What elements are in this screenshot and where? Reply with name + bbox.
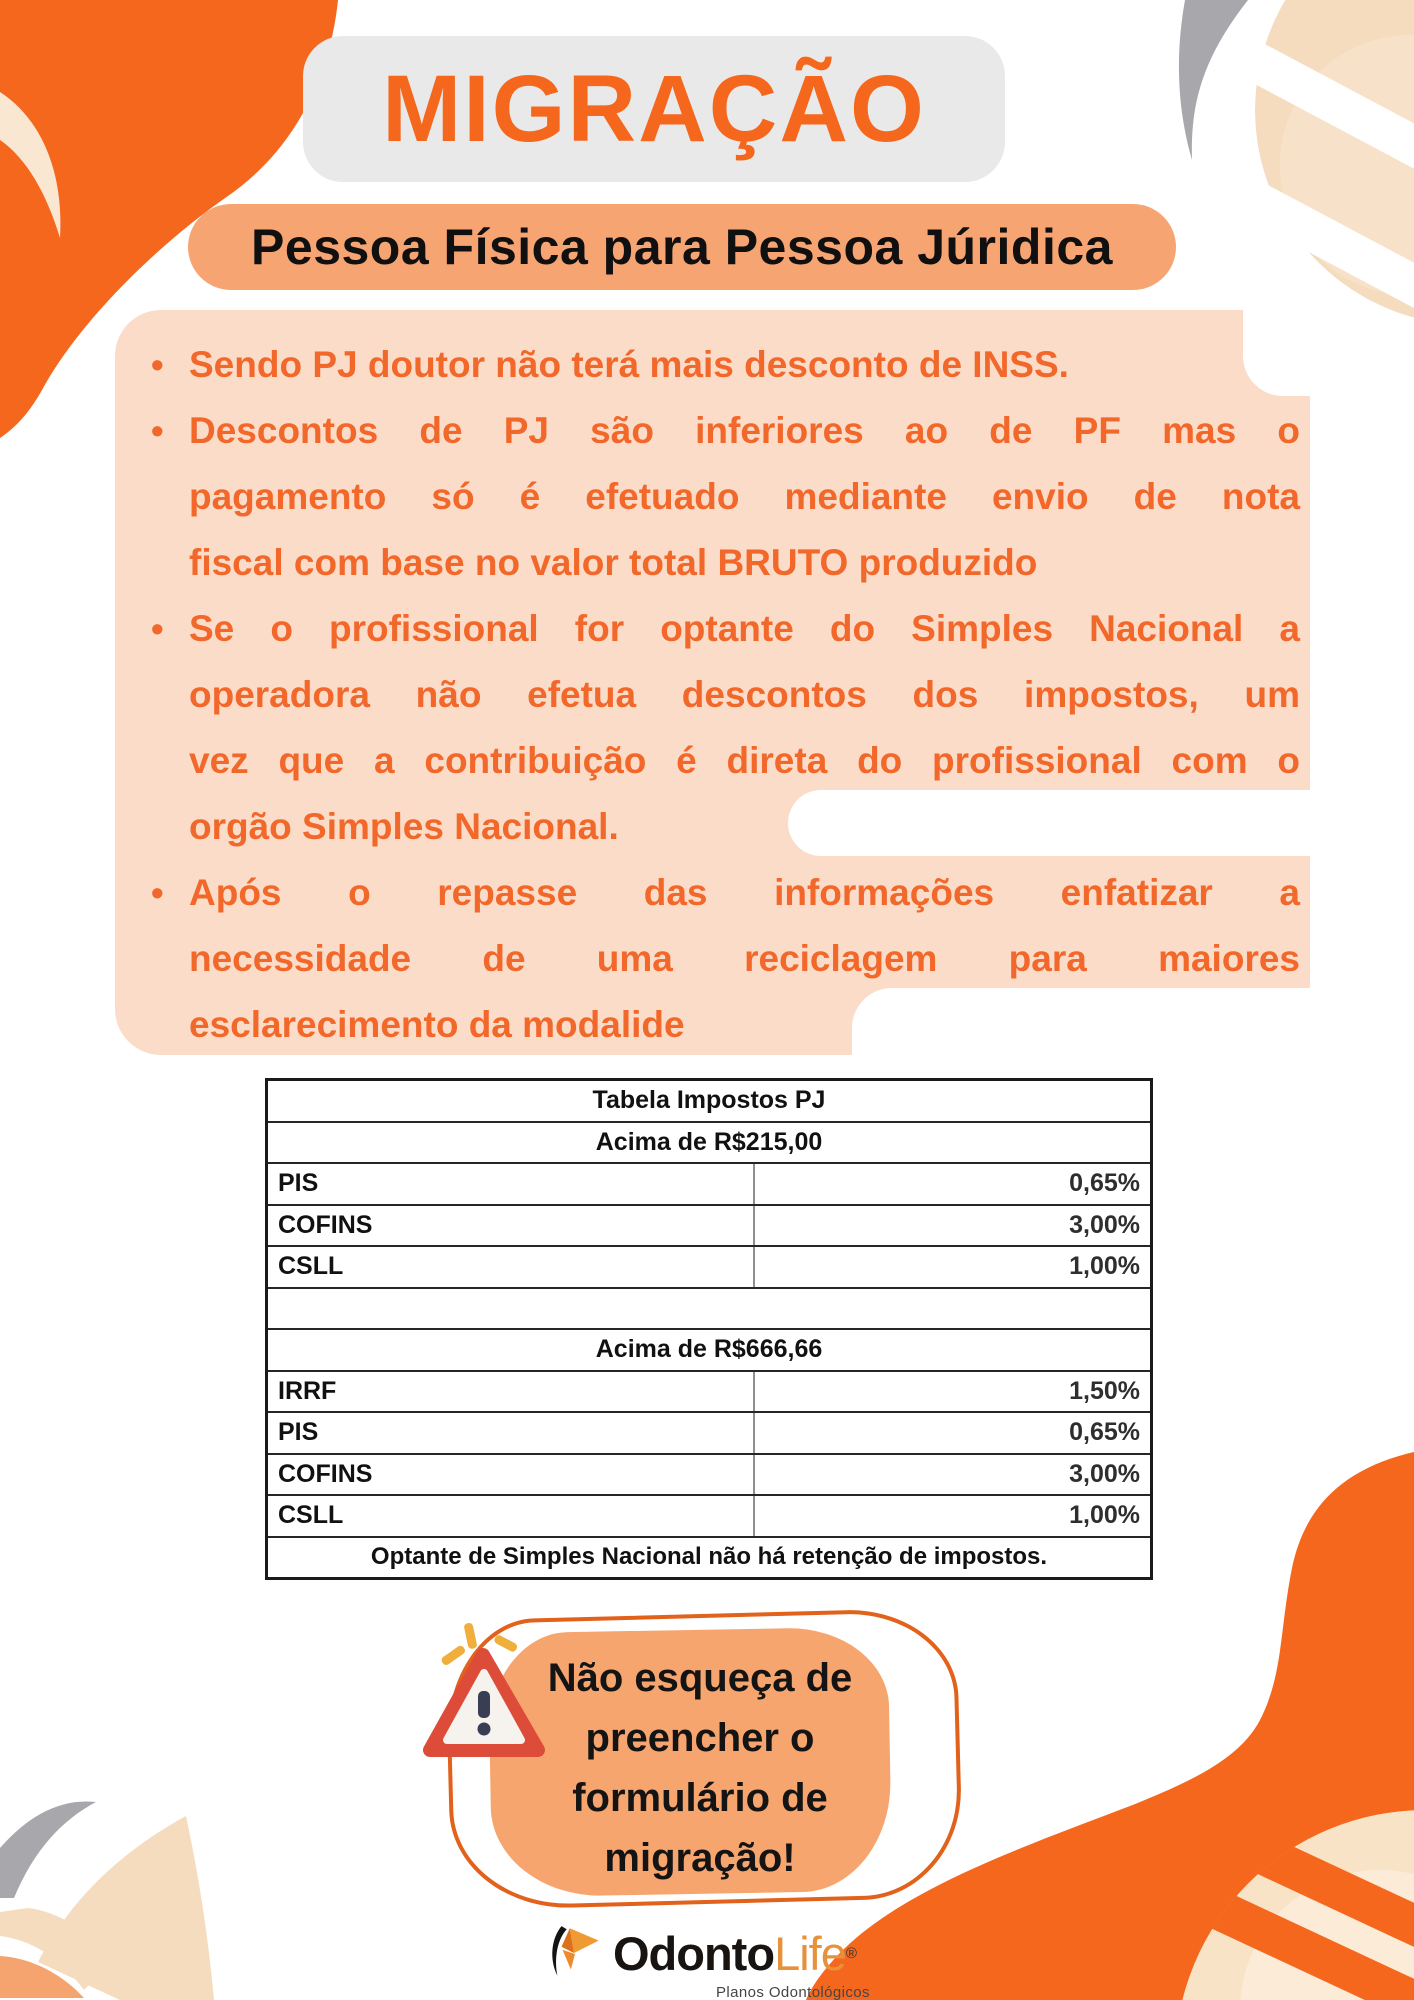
bullet-lines — [189, 332, 1300, 398]
gray-crescent-top-right — [1179, 0, 1248, 160]
table-row-data — [268, 1372, 1150, 1414]
table-row-header: Acima de R$666,66 — [268, 1330, 1150, 1372]
warning-triangle-icon — [408, 1605, 568, 1765]
highlight-notch — [852, 988, 1310, 1055]
bullet-line: Após o repasse das informações enfatizar a — [189, 872, 1300, 913]
table-row-data — [268, 1164, 1150, 1206]
tax-name: IRRF — [268, 1372, 755, 1412]
table-row-spacer — [268, 1289, 1150, 1331]
callout-line: preencher o — [585, 1716, 815, 1760]
tax-rate: 0,65% — [1069, 1418, 1140, 1447]
bullet-line: operadora não efetua descontos dos impostos, um — [189, 674, 1300, 715]
table-row-data — [268, 1413, 1150, 1455]
bullet-line: necessidade de uma reciclagem para maiores — [189, 938, 1300, 979]
callout-line: migração! — [604, 1836, 796, 1880]
registered-mark: ® — [845, 1944, 857, 1962]
table-row-footer: Optante de Simples Nacional não há retenção de impostos. — [370, 1543, 1048, 1571]
title-box — [303, 36, 1005, 182]
table-row-data — [268, 1206, 1150, 1248]
tax-name: PIS — [268, 1164, 755, 1204]
bullet-line: pagamento só é efetuado mediante envio de nota — [189, 476, 1300, 517]
logo-name: Odonto — [613, 1926, 775, 1980]
tax-name: CSLL — [268, 1496, 755, 1536]
callout-line: formulário de — [572, 1776, 828, 1820]
tax-rate: 1,50% — [1069, 1376, 1140, 1405]
tax-rate: 1,00% — [1069, 1252, 1140, 1281]
tax-name: CSLL — [268, 1247, 755, 1287]
tax-rate: 3,00% — [1069, 1210, 1140, 1239]
bullet-line: esclarecimento da modalide — [189, 1004, 685, 1045]
bullet-line: orgão Simples Nacional. — [189, 806, 619, 847]
page-title: MIGRAÇÃO — [382, 55, 926, 162]
table-row-header: Acima de R$215,00 — [268, 1123, 1150, 1165]
odontolife-logo — [545, 1922, 857, 1984]
bullet-dot: • — [151, 872, 164, 913]
highlight-notch — [1243, 310, 1310, 396]
table-row-data — [268, 1247, 1150, 1289]
callout-line: Não esqueça de — [547, 1656, 853, 1700]
bullet-item — [151, 398, 1300, 596]
tax-rate: 0,65% — [1069, 1169, 1140, 1198]
bullet-dot: • — [151, 344, 164, 385]
logo-tagline: Planos Odontológicos — [716, 1984, 870, 2000]
bullet-dot: • — [151, 608, 164, 649]
bullet-lines — [189, 398, 1300, 596]
tax-table — [265, 1078, 1153, 1580]
logo-suffix: Life — [774, 1926, 846, 1980]
page-subtitle: Pessoa Física para Pessoa Júridica — [251, 219, 1113, 275]
bullet-line: vez que a contribuição é direta do profissional com o — [189, 740, 1300, 781]
table-row-header: Tabela Impostos PJ — [268, 1081, 1150, 1123]
table-row-data — [268, 1496, 1150, 1538]
subtitle-bar — [188, 204, 1176, 290]
bullet-line: Se o profissional for optante do Simples Nacional a — [189, 608, 1300, 649]
bullet-item — [151, 332, 1300, 398]
tax-rate: 3,00% — [1069, 1459, 1140, 1488]
bullet-line: Sendo PJ doutor não terá mais desconto de INSS. — [189, 344, 1069, 385]
odontolife-logo-icon — [545, 1922, 607, 1984]
bullet-line: Descontos de PJ são inferiores ao de PF mas o — [189, 410, 1300, 451]
tax-name: PIS — [268, 1413, 755, 1453]
bullet-dot: • — [151, 410, 164, 451]
highlight-notch — [788, 790, 1310, 856]
tax-name: COFINS — [268, 1455, 755, 1495]
bullet-list — [115, 310, 1310, 1055]
tax-rate: 1,00% — [1069, 1501, 1140, 1530]
table-row-data — [268, 1455, 1150, 1497]
gray-crescent-bottom-left — [0, 1801, 96, 1898]
bullet-line: fiscal com base no valor total BRUTO produzido — [189, 542, 1038, 583]
tax-name: COFINS — [268, 1206, 755, 1246]
